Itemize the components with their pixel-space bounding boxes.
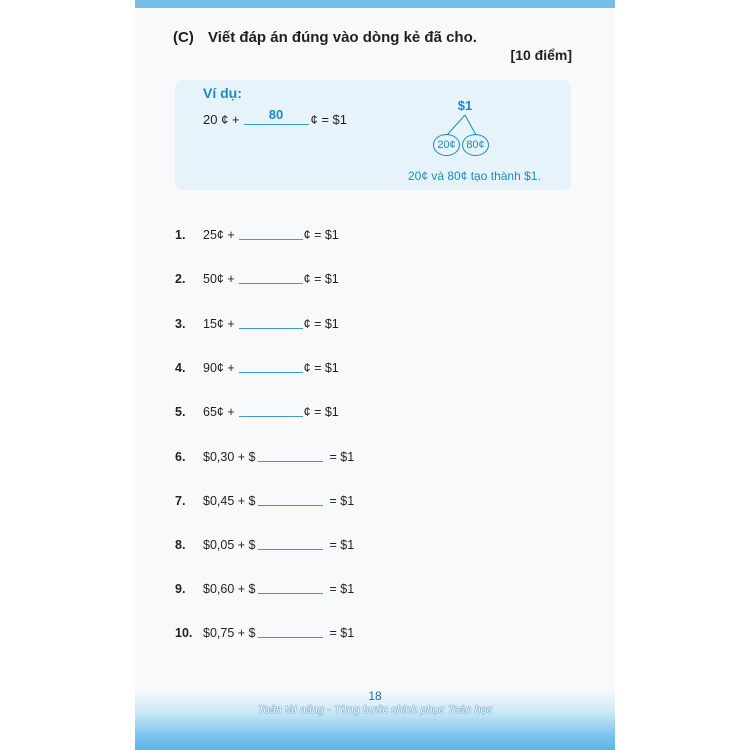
question-suffix: ¢ = $1 (303, 228, 339, 242)
question-row (175, 622, 354, 640)
answer-blank[interactable] (239, 405, 303, 417)
answer-blank[interactable] (258, 582, 323, 594)
question-number: 1. (175, 228, 186, 242)
question-prefix: $0,30 + $ (203, 450, 256, 464)
question-row (175, 578, 354, 596)
question-suffix: ¢ = $1 (303, 272, 339, 286)
example-title: Ví dụ: (203, 85, 242, 101)
question-prefix: $0,05 + $ (203, 538, 256, 552)
section-instruction: Viết đáp án đúng vào dòng kẻ đã cho. (208, 29, 477, 46)
question-suffix: = $1 (329, 494, 355, 508)
answer-blank[interactable] (258, 626, 323, 638)
question-number: 4. (175, 361, 186, 375)
number-bond-total: $1 (457, 98, 473, 113)
question-row (175, 224, 339, 242)
answer-blank[interactable] (258, 538, 323, 550)
question-row (175, 534, 354, 552)
example-left-operand: 20 ¢ + (203, 112, 240, 127)
example-right-side: ¢ = $1 (310, 112, 348, 127)
example-box (175, 80, 571, 190)
page-number: 18 (368, 689, 382, 703)
question-prefix: 25¢ + (203, 228, 235, 242)
question-suffix: = $1 (329, 538, 355, 552)
question-prefix: $0,75 + $ (203, 626, 256, 640)
question-number: 6. (175, 450, 186, 464)
question-row (175, 446, 354, 464)
question-suffix: ¢ = $1 (303, 405, 339, 419)
answer-blank[interactable] (239, 228, 303, 240)
section-heading (173, 29, 477, 46)
question-prefix: 90¢ + (203, 361, 235, 375)
question-suffix: = $1 (329, 626, 355, 640)
question-row (175, 357, 339, 375)
question-number: 5. (175, 405, 186, 419)
example-note: 20¢ và 80¢ tạo thành $1. (408, 169, 541, 183)
number-bond-part-left: 20¢ (433, 134, 460, 156)
question-suffix: ¢ = $1 (303, 317, 339, 331)
question-number: 8. (175, 538, 186, 552)
question-suffix: = $1 (329, 582, 355, 596)
question-number: 3. (175, 317, 186, 331)
question-row (175, 313, 339, 331)
answer-blank[interactable] (258, 494, 323, 506)
question-prefix: $0,60 + $ (203, 582, 256, 596)
example-equation (203, 107, 348, 127)
answer-blank[interactable] (258, 450, 323, 462)
question-number: 7. (175, 494, 186, 508)
question-row (175, 490, 354, 508)
question-row (175, 268, 339, 286)
answer-blank[interactable] (239, 272, 303, 284)
answer-blank[interactable] (239, 317, 303, 329)
question-prefix: 50¢ + (203, 272, 235, 286)
number-bond-diagram (430, 98, 500, 158)
points-label: [10 điểm] (510, 47, 572, 63)
question-suffix: ¢ = $1 (303, 361, 339, 375)
question-row (175, 401, 339, 419)
question-number: 10. (175, 626, 193, 640)
number-bond-part-right: 80¢ (462, 134, 489, 156)
question-prefix: $0,45 + $ (203, 494, 256, 508)
example-answer-blank: 80 (244, 108, 309, 125)
top-decorative-band (135, 0, 615, 8)
question-prefix: 65¢ + (203, 405, 235, 419)
question-prefix: 15¢ + (203, 317, 235, 331)
section-label: (C) (173, 29, 194, 46)
question-suffix: = $1 (329, 450, 355, 464)
workbook-page (135, 0, 615, 750)
question-number: 2. (175, 272, 186, 286)
book-title: Toán tài năng - Từng bước chinh phục Toán học (257, 704, 493, 716)
question-number: 9. (175, 582, 186, 596)
answer-blank[interactable] (239, 361, 303, 373)
